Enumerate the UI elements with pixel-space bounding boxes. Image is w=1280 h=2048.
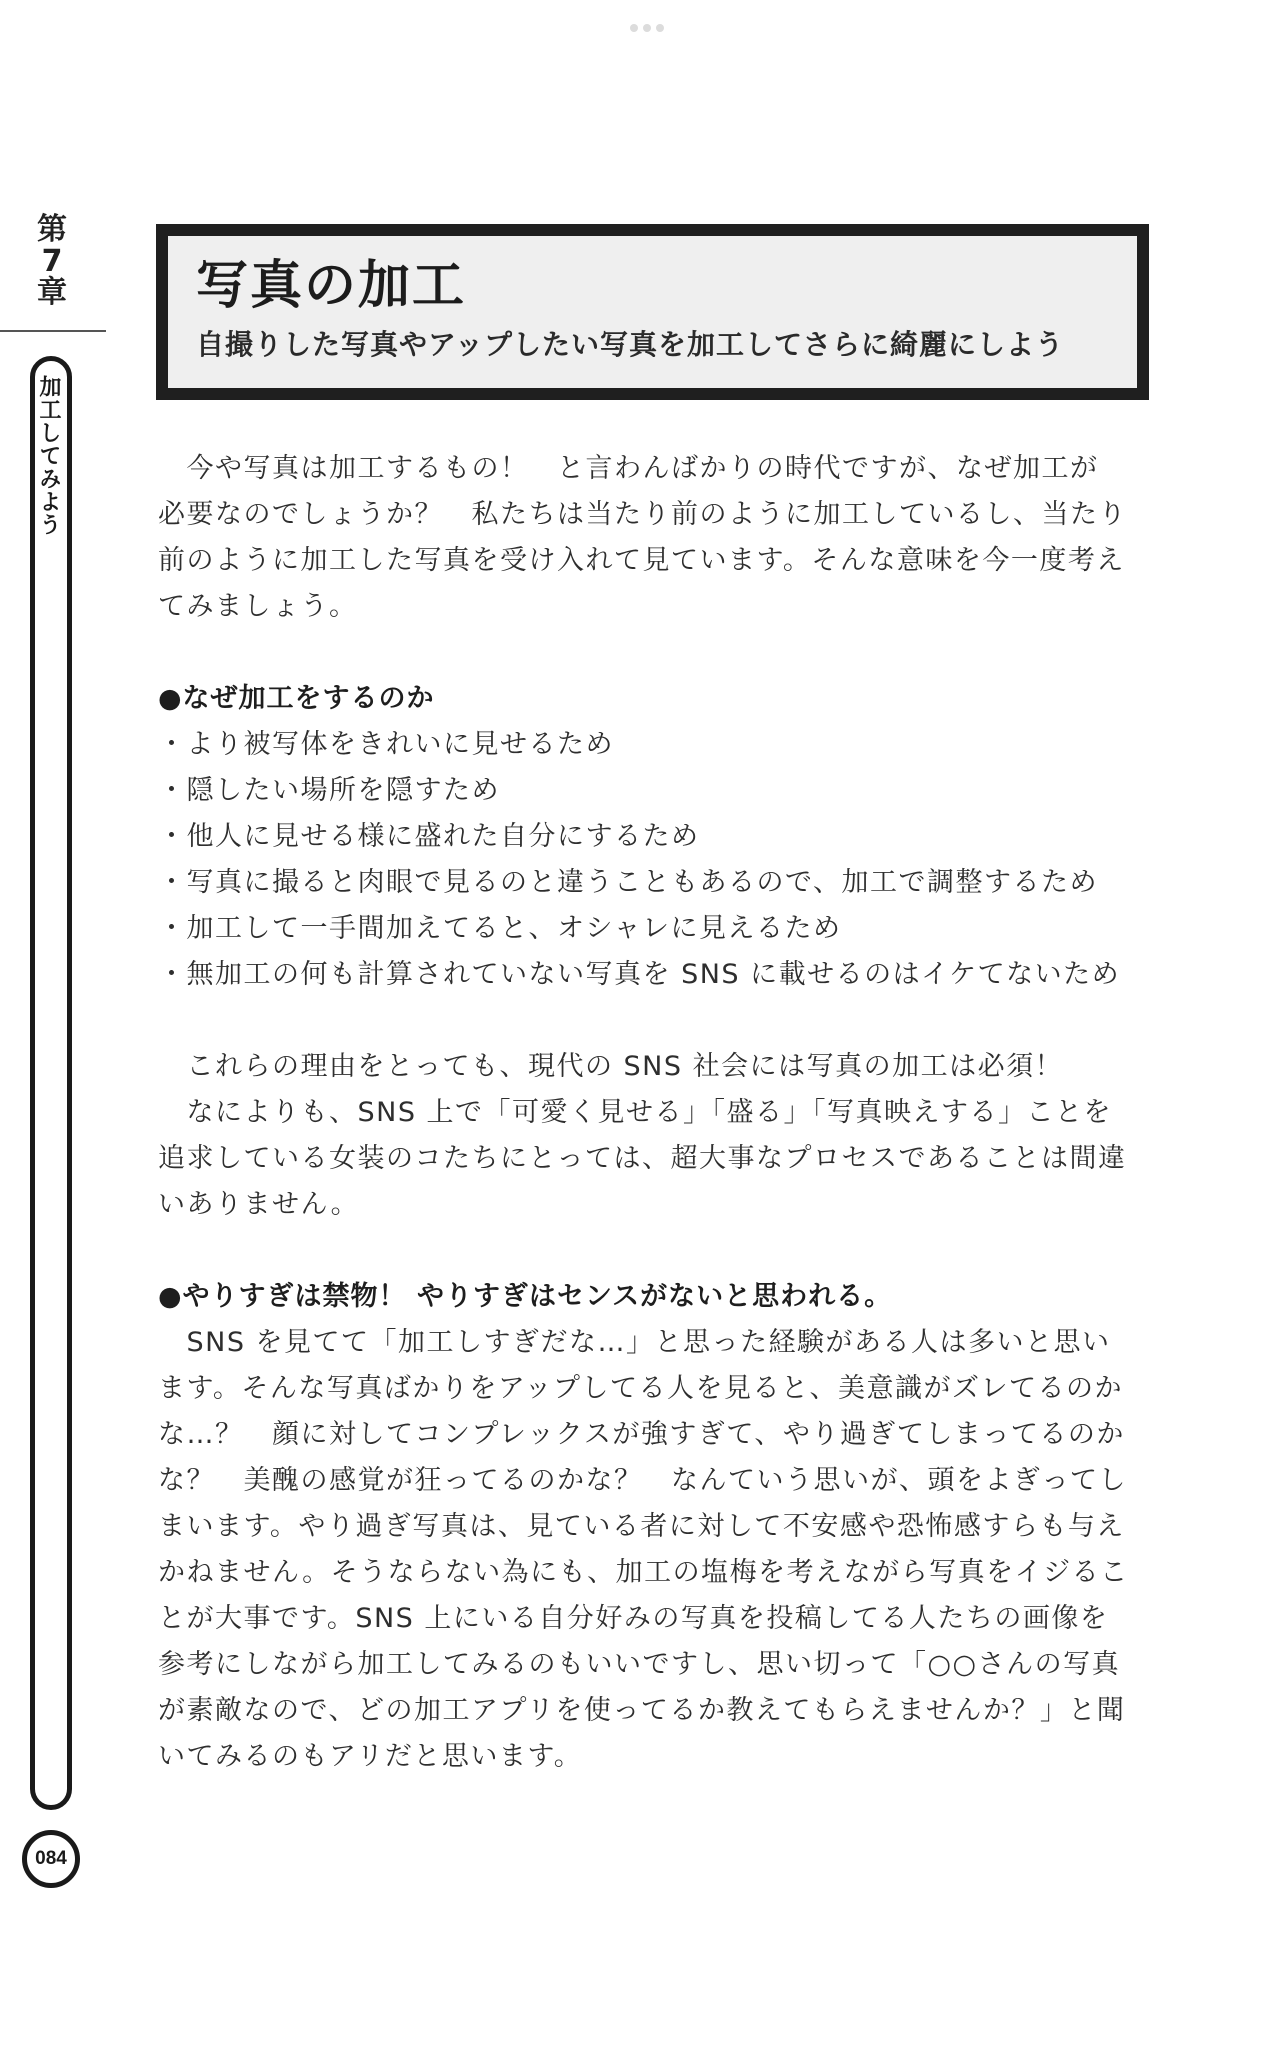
text-line: が素敵なので、どの加工アプリを使ってるか教えてもらえませんか？」と聞 (158, 1695, 1126, 1726)
text-line: ます。そんな写真ばかりをアップしてる人を見ると、美意識がズレてるのか (158, 1373, 1123, 1404)
caution-paragraph (158, 1320, 1158, 1780)
section-heading: ●やりすぎは禁物！ やりすぎはセンスがないと思われる。 (158, 1281, 893, 1312)
text-line: とが大事です。SNS 上にいる自分好みの写真を投稿してる人たちの画像を (158, 1603, 1109, 1634)
reason-list (158, 722, 1158, 998)
text-line: SNS を見てて「加工しすぎだな…」と思った経験がある人は多いと思い (158, 1327, 1111, 1358)
middle-paragraph (158, 1044, 1158, 1228)
text-line: な…？ 顔に対してコンプレックスが強すぎて、やり過ぎてしまってるのか (158, 1419, 1125, 1450)
text-line: 必要なのでしょうか？ 私たちは当たり前のように加工しているし、当たり (158, 499, 1127, 530)
list-item: ・写真に撮ると肉眼で見るのと違うこともあるので、加工で調整するため (158, 867, 1098, 898)
page-title: 写真の加工 (196, 256, 467, 316)
chapter-tab-title: 加工してみよう (36, 375, 61, 536)
chapter-divider (0, 330, 106, 332)
dot (630, 24, 638, 32)
text-line: なによりも、SNS 上で「可愛く見せる」「盛る」「写真映えする」ことを (158, 1097, 1113, 1128)
page-number: 084 (22, 1830, 80, 1888)
title-box (156, 224, 1149, 400)
text-line: まいます。やり過ぎ写真は、見ている者に対して不安感や恐怖感すらも与え (158, 1511, 1125, 1542)
chapter-char: 第 (37, 212, 67, 247)
section-heading: ●なぜ加工をするのか (158, 683, 435, 714)
text-line: 前のように加工した写真を受け入れて見ています。そんな意味を今一度考え (158, 545, 1125, 576)
text-line: 今や写真は加工するもの！ と言わんばかりの時代ですが、なぜ加工が (158, 453, 1099, 484)
pagination-dots (630, 24, 664, 32)
list-item: ・無加工の何も計算されていない写真を SNS に載せるのはイケてないため (158, 959, 1121, 990)
list-item: ・他人に見せる様に盛れた自分にするため (158, 821, 700, 852)
text-line: かねません。そうならない為にも、加工の塩梅を考えながら写真をイジるこ (158, 1557, 1129, 1588)
chapter-char: 章 (37, 275, 67, 310)
page-subtitle: 自撮りした写真やアップしたい写真を加工してさらに綺麗にしよう (196, 328, 1065, 362)
dot (643, 24, 651, 32)
text-line: いありません。 (158, 1189, 360, 1220)
text-line: これらの理由をとっても、現代の SNS 社会には写真の加工は必須！ (158, 1051, 1064, 1082)
text-line: 追求している女装のコたちにとっては、超大事なプロセスであることは間違 (158, 1143, 1127, 1174)
list-item: ・加工して一手間加えてると、オシャレに見えるため (158, 913, 842, 944)
chapter-number: 7 (41, 243, 63, 279)
list-item: ・より被写体をきれいに見せるため (158, 729, 614, 760)
chapter-label (28, 214, 76, 309)
article-body (158, 446, 1158, 1780)
text-line: な？ 美醜の感覚が狂ってるのかな？ なんていう思いが、頭をよぎってし (158, 1465, 1127, 1496)
text-line: 参考にしながら加工してみるのもいいですし、思い切って「○○さんの写真 (158, 1649, 1121, 1680)
dot (656, 24, 664, 32)
text-line: いてみるのもアリだと思います。 (158, 1741, 583, 1772)
chapter-side-tab (30, 356, 72, 1810)
text-line: てみましょう。 (158, 591, 358, 622)
intro-paragraph (158, 446, 1158, 630)
list-item: ・隠したい場所を隠すため (158, 775, 500, 806)
